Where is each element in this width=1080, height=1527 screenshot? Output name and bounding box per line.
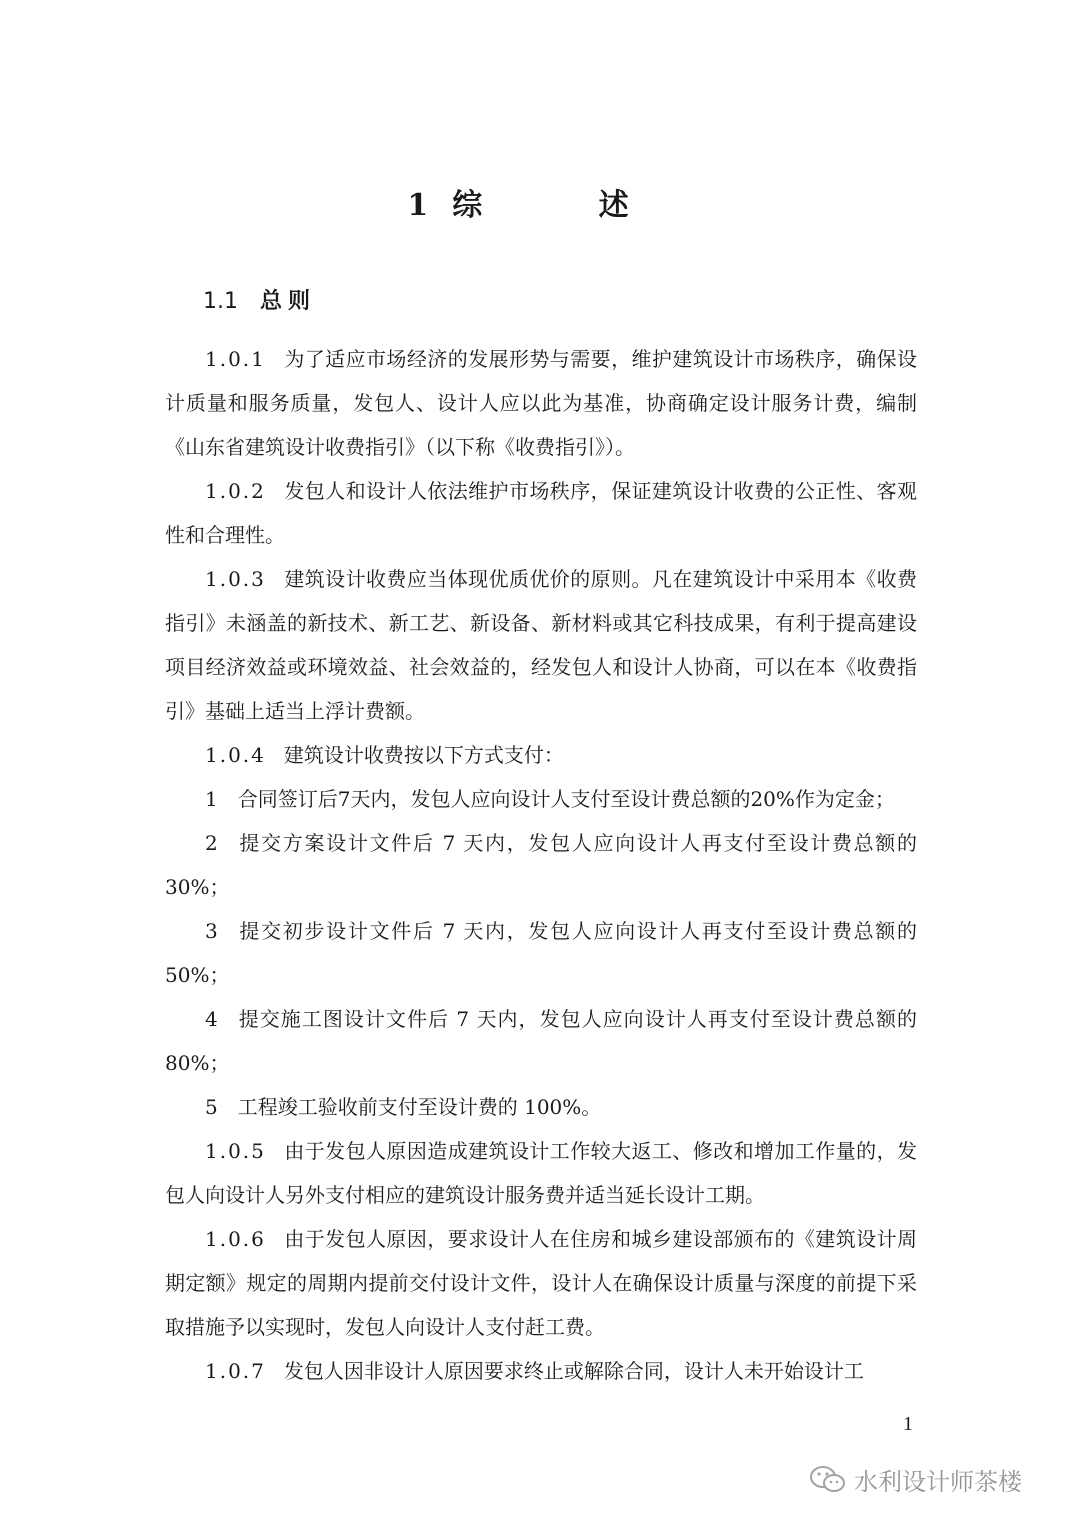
clause-number: 1.0.3 — [205, 567, 266, 591]
paragraph — [165, 1217, 917, 1349]
item-number: 3 — [205, 919, 220, 943]
clause-text: 为了适应市场经济的发展形势与需要，维护建筑设计市场秩序，确保设计质量和服务质量，发包人、设计人应以此为基准，协商确定设计服务计费，编制《山东省建筑设计收费指引》（以下称《收费指引》）。 — [165, 347, 917, 459]
clause-number: 1.0.7 — [205, 1359, 266, 1383]
clause-text: 由于发包人原因造成建筑设计工作较大返工、修改和增加工作量的，发包人向设计人另外支付相应的建筑设计服务费并适当延长设计工期。 — [165, 1139, 917, 1207]
clause-number: 1.0.6 — [205, 1227, 266, 1251]
section-heading — [203, 284, 316, 315]
watermark — [808, 1462, 1022, 1497]
body-text — [165, 337, 917, 1393]
list-item — [165, 821, 917, 909]
clause-text: 发包人因非设计人原因要求终止或解除合同，设计人未开始设计工 — [283, 1359, 864, 1383]
item-text: 工程竣工验收前支付至设计费的 100%。 — [237, 1095, 602, 1119]
chapter-number: 1 — [407, 188, 431, 223]
item-number: 2 — [205, 831, 220, 855]
list-item — [165, 909, 917, 997]
list-item — [165, 1085, 917, 1129]
wechat-icon — [808, 1464, 848, 1496]
clause-number: 1.0.5 — [205, 1139, 266, 1163]
clause-text: 建筑设计收费应当体现优质优价的原则。凡在建筑设计中采用本《收费指引》未涵盖的新技术、新工艺、新设备、新材料或其它科技成果，有利于提高建设项目经济效益或环境效益、社会效益的，经发包人和设计人协商，可以在本《收费指引》基础上适当上浮计费额。 — [165, 567, 917, 723]
item-text: 提交施工图设计文件后 7 天内，发包人应向设计人再支付至设计费总额的 80%； — [165, 1007, 917, 1075]
section-title: 总则 — [260, 289, 317, 314]
clause-number: 1.0.2 — [205, 479, 266, 503]
clause-text: 由于发包人原因，要求设计人在住房和城乡建设部颁布的《建筑设计周期定额》规定的周期内提前交付设计文件，设计人在确保设计质量与深度的前提下采取措施予以实现时，发包人向设计人支付赶工费。 — [165, 1227, 917, 1339]
item-text: 提交初步设计文件后 7 天内，发包人应向设计人再支付至设计费总额的50%； — [165, 919, 917, 987]
item-number: 1 — [205, 787, 220, 811]
clause-number: 1.0.4 — [205, 743, 266, 767]
chapter-title — [0, 180, 1080, 224]
list-item — [165, 777, 917, 821]
item-text: 提交方案设计文件后 7 天内，发包人应向设计人再支付至设计费总额的30%； — [165, 831, 917, 899]
section-number: 1.1 — [203, 289, 238, 314]
item-text: 合同签订后7天内，发包人应向设计人支付至设计费总额的20%作为定金； — [237, 787, 895, 811]
paragraph — [165, 337, 917, 469]
paragraph — [165, 557, 917, 733]
paragraph — [165, 1349, 917, 1393]
paragraph — [165, 1129, 917, 1217]
item-number: 5 — [205, 1095, 220, 1119]
page-number: 1 — [903, 1413, 913, 1435]
paragraph — [165, 733, 917, 777]
item-number: 4 — [205, 1007, 220, 1031]
clause-number: 1.0.1 — [205, 347, 266, 371]
paragraph — [165, 469, 917, 557]
chapter-title-text: 综 述 — [452, 188, 673, 223]
list-item — [165, 997, 917, 1085]
clause-text: 发包人和设计人依法维护市场秩序，保证建筑设计收费的公正性、客观性和合理性。 — [165, 479, 917, 547]
watermark-text: 水利设计师茶楼 — [854, 1468, 1022, 1496]
clause-text: 建筑设计收费按以下方式支付： — [283, 743, 564, 767]
